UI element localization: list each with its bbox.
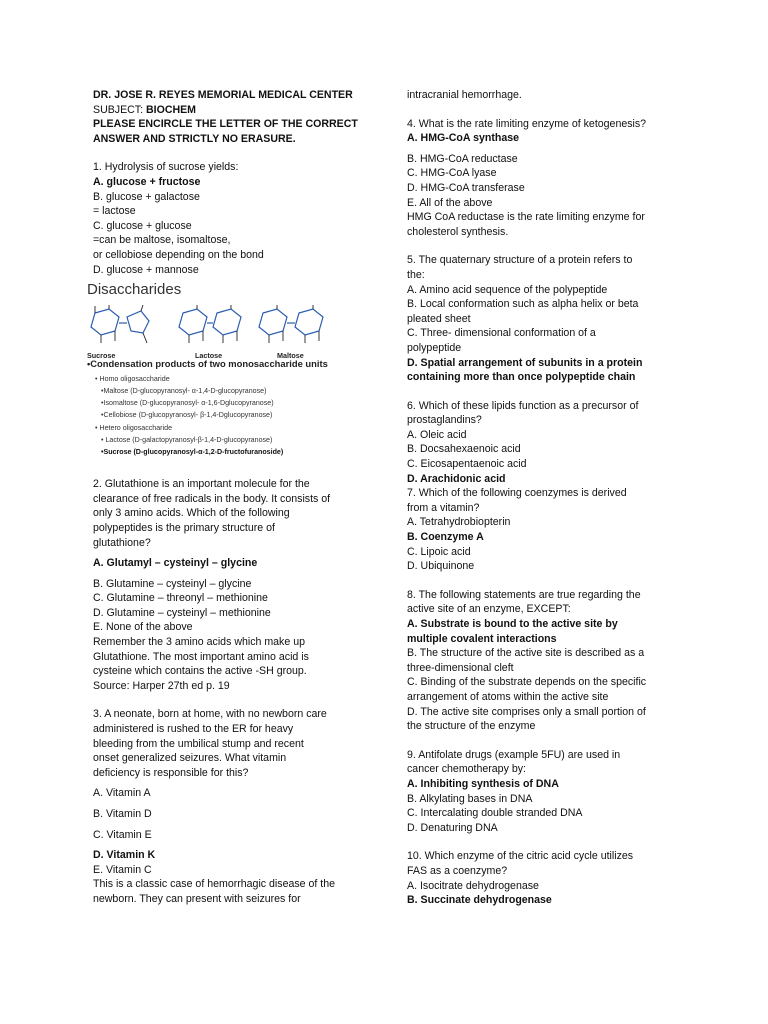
q8-option-d-cont: the structure of the enzyme — [407, 720, 536, 733]
q3-question-line: administered is rushed to the ER for heavy — [93, 723, 294, 736]
q5-option-c: C. Three- dimensional conformation of a — [407, 327, 596, 340]
q2-option-e: E. None of the above — [93, 621, 193, 634]
q1-question: 1. Hydrolysis of sucrose yields: — [93, 161, 239, 174]
q10-question-line: FAS as a coenzyme? — [407, 864, 508, 877]
q2-question-line: glutathione? — [93, 536, 151, 549]
q8-option-d: D. The active site comprises only a small portion of — [407, 705, 646, 718]
figure-bullet: • Lactose (D-galactopyranosyl-β-1,4-D-glucopyranose) — [101, 436, 273, 445]
q7-option-b: B. Coenzyme A — [407, 531, 484, 544]
q3-option-a: A. Vitamin A — [93, 787, 151, 800]
q6-option-c: C. Eicosapentaenoic acid — [407, 458, 527, 471]
q2-option-c: C. Glutamine – threonyl – methionine — [93, 592, 268, 605]
subject-line — [93, 103, 378, 118]
lactose-label: Lactose — [195, 351, 223, 361]
q8-option-c: C. Binding of the substrate depends on the specific — [407, 676, 647, 689]
q6-option-a: A. Oleic acid — [407, 428, 467, 441]
q6-option-d: D. Arachidonic acid — [407, 472, 506, 485]
q1-option-c: C. glucose + glucose — [93, 219, 192, 232]
q3-note-line: newborn. They can present with seizures for — [93, 892, 301, 905]
subject-value: BIOCHEM — [145, 103, 197, 116]
figure-bullet: • Hetero oligosaccharide — [95, 424, 173, 433]
figure-title: Disaccharides — [87, 281, 182, 299]
q6-question-line: prostaglandins? — [407, 414, 482, 427]
q3-note-line: This is a classic case of hemorrhagic disease of the — [93, 878, 336, 891]
q7-question-line: from a vitamin? — [407, 501, 480, 514]
q9-option-a: A. Inhibiting synthesis of DNA — [407, 777, 559, 790]
instruction-line-2: ANSWER AND STRICTLY NO ERASURE. — [93, 132, 296, 145]
q2-option-a: A. Glutamyl – cysteinyl – glycine — [93, 557, 258, 570]
q8-question-line: active site of an enzyme, EXCEPT: — [407, 603, 571, 616]
q3-option-c: C. Vitamin E — [93, 828, 152, 841]
q6-question-line: 6. Which of these lipids function as a precursor of — [407, 399, 639, 412]
subject-prefix: SUBJECT: — [93, 103, 146, 116]
q8-option-b: B. The structure of the active site is described as a — [407, 647, 645, 660]
q5-option-a: A. Amino acid sequence of the polypeptide — [407, 283, 608, 296]
figure-heading: •Condensation products of two monosaccharide units — [87, 358, 328, 370]
figure-bullet: •Maltose (D-glucopyranosyl- α-1,4-D-glucopyranose) — [101, 387, 267, 396]
q4-option-e: E. All of the above — [407, 196, 493, 209]
q4-option-c: C. HMG-CoA lyase — [407, 167, 497, 180]
q2-option-b: B. Glutamine – cysteinyl – glycine — [93, 577, 252, 590]
q4-note-line: cholesterol synthesis. — [407, 225, 509, 238]
q4-question: 4. What is the rate limiting enzyme of ketogenesis? — [407, 117, 647, 130]
q3-question-line: bleeding from the umbilical stump and recent — [93, 737, 304, 750]
q2-note-line: Glutathione. The most important amino acid is — [93, 650, 309, 663]
q2-question-line: only 3 amino acids. Which of the following — [93, 507, 290, 520]
q4-option-a: A. HMG-CoA synthase — [407, 132, 520, 145]
q8-option-c-cont: arrangement of atoms within the active site — [407, 690, 609, 703]
left-column — [87, 88, 378, 907]
q10-option-a: A. Isocitrate dehydrogenase — [407, 879, 539, 892]
instruction-line-1: PLEASE ENCIRCLE THE LETTER OF THE CORRECT — [93, 118, 358, 131]
q7-option-a: A. Tetrahydrobiopterin — [407, 516, 511, 529]
q3-question-line: deficiency is responsible for this? — [93, 766, 249, 779]
q1-option-b: B. glucose + galactose — [93, 190, 200, 203]
q1-note-b: = lactose — [93, 205, 136, 218]
q5-option-c-cont: polypeptide — [407, 341, 462, 354]
q9-question-line: 9. Antifolate drugs (example 5FU) are used in — [407, 748, 621, 761]
q2-question-line: clearance of free radicals in the body. It consists of — [93, 492, 331, 505]
q1-option-a: A. glucose + fructose — [93, 175, 201, 188]
figure-bullet: •Sucrose (D-glucopyranosyl-α-1,2-D-fructofuranoside) — [101, 448, 284, 457]
q1-note-c-2: or cellobiose depending on the bond — [93, 248, 264, 261]
q2-note-line: Remember the 3 amino acids which make up — [93, 636, 305, 649]
q8-question-line: 8. The following statements are true regarding the — [407, 588, 641, 601]
institution-name: DR. JOSE R. REYES MEMORIAL MEDICAL CENTER — [93, 89, 353, 101]
q2-question-line: polypeptides is the primary structure of — [93, 521, 275, 534]
q1-note-c-1: =can be maltose, isomaltose, — [93, 234, 231, 247]
q9-question-line: cancer chemotherapy by: — [407, 763, 526, 776]
q6-option-b: B. Docsahexaenoic acid — [407, 443, 521, 456]
figure-bullet: •Isomaltose (D-glucopyranosyl- α-1,6-Dglucopyranose) — [101, 399, 274, 408]
right-column — [407, 88, 679, 908]
figure-bullet: • Homo oligosaccharide — [95, 375, 170, 384]
q7-option-c: C. Lipoic acid — [407, 545, 471, 558]
q3-option-e: E. Vitamin C — [93, 863, 152, 876]
q2-note-line: cysteine which contains the active -SH group. — [93, 665, 307, 678]
q5-option-d: D. Spatial arrangement of subunits in a protein — [407, 356, 643, 369]
q2-question-line: 2. Glutathione is an important molecule for the — [93, 478, 310, 491]
q7-question-line: 7. Which of the following coenzymes is derived — [407, 487, 627, 500]
figure-bullet: •Cellobiose (D-glucopyranosyl- β-1,4-Dglucopyranose) — [101, 411, 273, 420]
q2-source: Source: Harper 27th ed p. 19 — [93, 679, 230, 692]
q9-option-b: B. Alkylating bases in DNA — [407, 792, 533, 805]
q5-option-d-cont: containing more than once polypeptide chain — [407, 371, 636, 384]
q5-question-line: the: — [407, 268, 425, 281]
q8-option-a-cont: multiple covalent interactions — [407, 632, 557, 645]
q3-note-line: intracranial hemorrhage. — [407, 89, 522, 101]
q10-option-b: B. Succinate dehydrogenase — [407, 894, 552, 907]
disaccharide-structures-illustration — [87, 305, 349, 351]
q3-option-d: D. Vitamin K — [93, 849, 156, 862]
q1-option-d: D. glucose + mannose — [93, 263, 199, 276]
q10-question-line: 10. Which enzyme of the citric acid cycle utilizes — [407, 850, 634, 863]
q8-option-a: A. Substrate is bound to the active site by — [407, 618, 618, 630]
q3-question-line: onset generalized seizures. What vitamin — [93, 752, 287, 765]
q4-note-line: HMG CoA reductase is the rate limiting enzyme for — [407, 211, 645, 224]
q5-option-b-cont: pleated sheet — [407, 312, 471, 325]
q2-option-d: D. Glutamine – cysteinyl – methionine — [93, 606, 271, 619]
q4-option-b: B. HMG-CoA reductase — [407, 152, 518, 165]
q9-option-d: D. Denaturing DNA — [407, 821, 498, 834]
q9-option-c: C. Intercalating double stranded DNA — [407, 807, 583, 820]
q3-option-b: B. Vitamin D — [93, 808, 152, 820]
q7-option-d: D. Ubiquinone — [407, 560, 475, 573]
q5-question-line: 5. The quaternary structure of a protein refers to — [407, 254, 633, 267]
sucrose-label: Sucrose — [87, 351, 116, 361]
q4-option-d: D. HMG-CoA transferase — [407, 181, 525, 194]
q3-question-line: 3. A neonate, born at home, with no newborn care — [93, 708, 327, 721]
q5-option-b: B. Local conformation such as alpha helix or beta — [407, 298, 639, 311]
disaccharides-figure — [87, 283, 349, 469]
q8-option-b-cont: three-dimensional cleft — [407, 661, 514, 674]
maltose-label: Maltose — [277, 351, 304, 361]
